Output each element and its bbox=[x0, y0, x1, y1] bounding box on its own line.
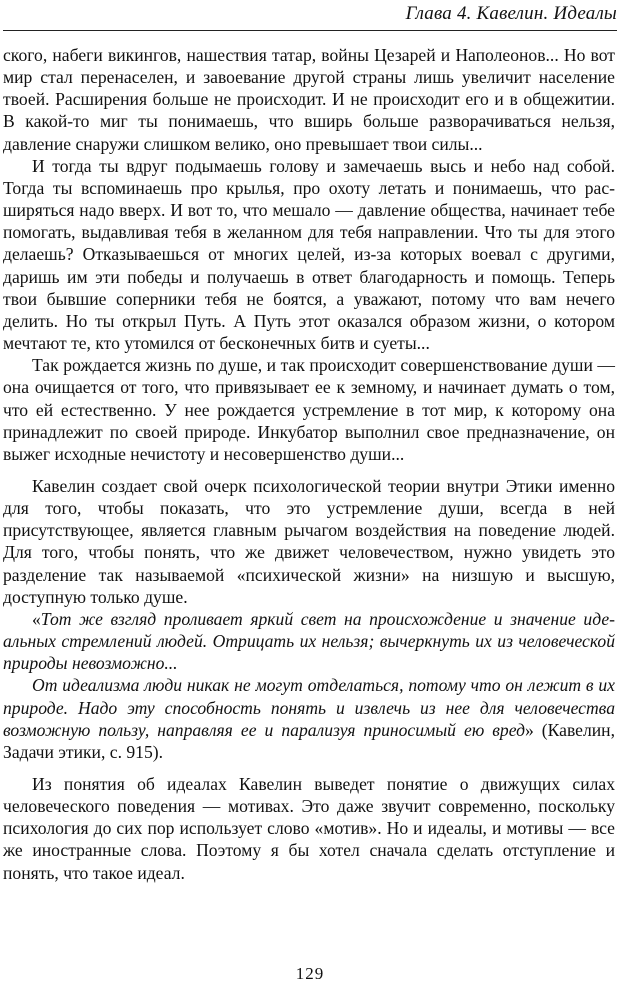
quote-2 bbox=[3, 674, 615, 763]
paragraph-5: Из понятия об идеалах Кавелин выведет понятие о движущих силах человеческого поведения — мотивах. Это даже звучит современно, поскольку психология до сих пор использует слово «мотив». Но и идеалы, и мотивы — все же иностранные слова. Поэтому я бы хотел сначала сделать отступление и понять, что такое идеал. bbox=[3, 774, 615, 883]
running-head: Глава 4. Кавелин. Идеалы bbox=[405, 3, 617, 24]
quote-2-text: От идеализма люди никак не могут отделаться, потому что он лежит в их природе. Надо эту способность понять и извлечь из нее для человечества возможную пользу, направляя ее и парализуя приносимый ею вред bbox=[3, 675, 615, 740]
quote-2-citation: » (Кавелин, Задачи этики, с. 915). bbox=[3, 719, 615, 762]
header-rule bbox=[3, 30, 617, 31]
paragraph-2: И тогда ты вдруг подымаешь голову и замечаешь высь и небо над собой. Тогда ты вспоминаешь про крылья, про охоту летать и понимаешь, что расширяться надо вверх. И вот то, что мешало — давление общества, начинает тебе помогать, выдавливая тебя в желанном для тебя направлении. Что ты для этого делаешь? Отказываешься от многих целей, из-за которых воевал с другими, даришь им эти победы и получаешь в ответ благодарность и помощь. Теперь твои бывшие соперники тебя не боятся, а уважают, потому что вам нечего делить. Но ты открыл Путь. А Путь этот оказался образом жизни, о котором мечтают те, кто утомился от бесконечных битв и суеты... bbox=[3, 155, 615, 354]
quote-1 bbox=[3, 608, 615, 674]
paragraph-3: Так рождается жизнь по душе, и так происходит совершенствование души — она очищается от того, что привязывает ее к земному, и начинает думать о том, что ей естественно. У нее рождается устремление в тот мир, к которому она принадлежит по своей природе. Инкубатор выполнил свое предназначение, он выжег исходные нечистоту и несовершенство души... bbox=[3, 355, 615, 464]
paragraph-4: Кавелин создает свой очерк психологической теории внутри Этики именно для того, чтобы показать, что это устремление души, всегда в ней присутствующее, является главным рычагом воздействия на поведение людей. Для того, чтобы понять, что же движет человечеством, нужно увидеть это разделение так называемой «психической жизни» на низшую и высшую, доступную только душе. bbox=[3, 475, 615, 607]
body-text bbox=[3, 44, 615, 884]
quote-1-text: Тот же взгляд проливает яркий свет на происхождение и значение идеальных стремлений людей. Отрицать их нельзя; вычеркнуть их из человеческой природы невозможно... bbox=[3, 608, 615, 674]
page-number: 129 bbox=[295, 964, 325, 983]
paragraph-1: ского, набеги викингов, нашествия татар, войны Цезарей и Наполеонов... Но вот мир стал перенаселен, и завоевание другой страны лишь увеличит население твоей. Расширения больше не происходит. И не происходит его и в общежитии. В какой-то миг ты понимаешь, что вширь больше разворачиваться нельзя, давление снаружи слишком велико, оно превышает твои силы... bbox=[3, 45, 615, 154]
quote-1-open-mark: « bbox=[32, 608, 41, 629]
